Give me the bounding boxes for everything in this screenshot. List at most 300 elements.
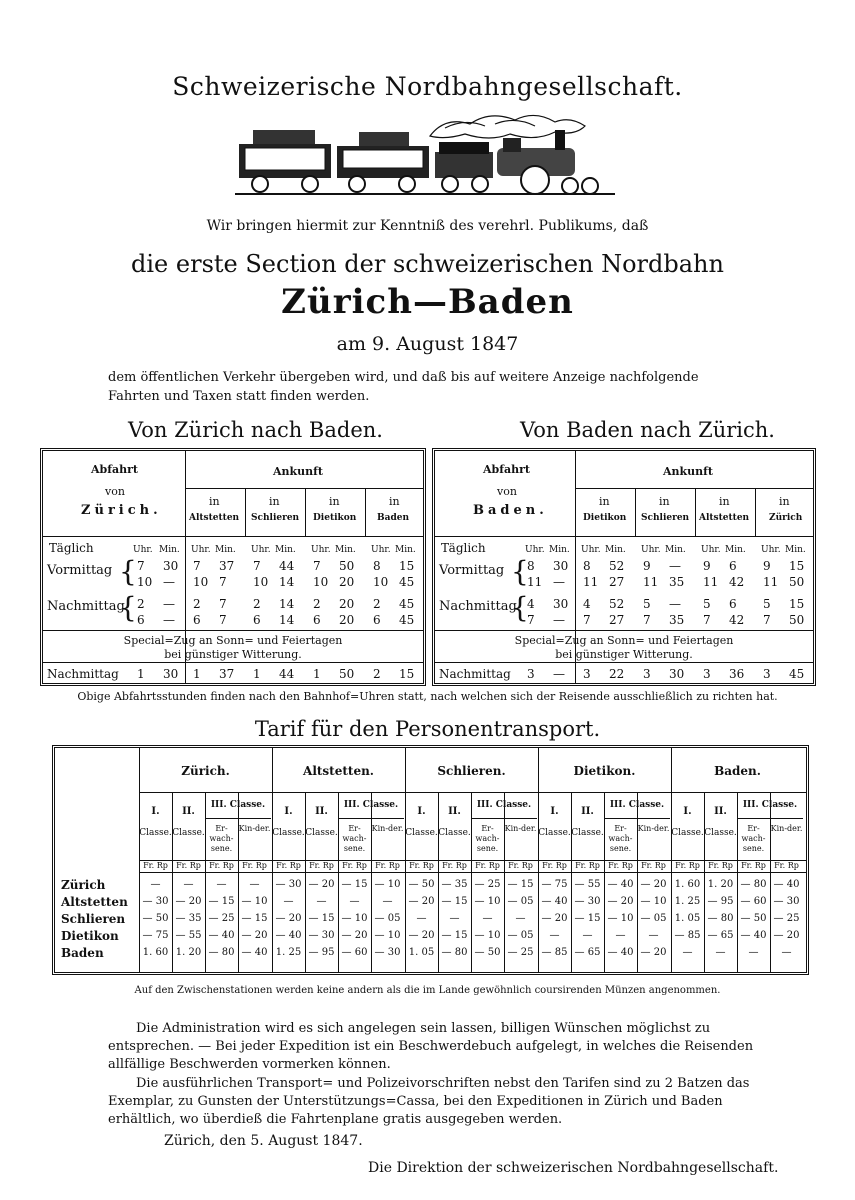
administration-paragraph: Die Administration wird es sich angelegen sein lassen, billigen Wünschen möglichst zu entsprechen. — Bei jeder Expedition ist ein Beschwerdebuch aufgelegt, in welches die Reisenden allfällige Beschwerden vormerken können. — [108, 1021, 754, 1072]
class-III-label: III. Classe. — [210, 800, 266, 810]
fare-cell: — 65 — [574, 947, 601, 958]
period-taeglich: Täglich — [49, 541, 94, 555]
currency-label: Fr. Rp — [242, 861, 267, 870]
rule — [139, 872, 806, 873]
min-label: Min. — [275, 545, 296, 555]
class-II-label: II. — [182, 806, 195, 817]
fare-cell: — — [515, 913, 526, 924]
fare-cell: — — [449, 913, 460, 924]
fare-cell: — 20 — [408, 930, 435, 941]
special-time-cell: 37 — [219, 667, 235, 681]
timetable-zurich-baden — [40, 448, 426, 686]
signature: Die Direktion der schweizerischen Nordbahngesellschaft. — [368, 1160, 779, 1176]
time-cell: 6 — [253, 613, 261, 627]
currency-label: Fr. Rp — [741, 861, 766, 870]
special-time-cell: 45 — [789, 667, 805, 681]
min-label: Min. — [159, 545, 180, 555]
time-cell: 27 — [609, 613, 625, 627]
special-time-cell: 50 — [339, 667, 355, 681]
currency-label: Fr. Rp — [442, 861, 467, 870]
fare-cell: — 30 — [574, 896, 601, 907]
time-cell: 2 — [137, 597, 145, 611]
fare-cell: — 55 — [574, 879, 601, 890]
tarif-station-header: Altstetten. — [303, 764, 374, 778]
fare-cell: — 80 — [441, 947, 468, 958]
classe-label: Classe. — [272, 828, 305, 838]
fare-cell: — — [216, 879, 227, 890]
time-cell: 35 — [669, 575, 685, 589]
fare-cell: — 20 — [640, 879, 667, 890]
time-cell: 11 — [703, 575, 719, 589]
erwachsene-label: Er-wach-sene. — [475, 824, 500, 853]
special-time-cell: 2 — [373, 667, 381, 681]
fare-cell: — — [615, 930, 626, 941]
time-cell: — — [669, 559, 681, 573]
fare-cell: — 10 — [374, 879, 401, 890]
uhr-label: Uhr. — [641, 545, 661, 555]
time-cell: 15 — [789, 597, 805, 611]
time-cell: 2 — [253, 597, 261, 611]
station-col-2: Schlieren — [251, 513, 300, 523]
fare-cell: — 50 — [474, 947, 501, 958]
class-I-label: I. — [284, 806, 293, 817]
station-col-3: Dietikon — [313, 513, 357, 523]
fare-cell: — — [482, 913, 493, 924]
tarif-row-label: Schlieren — [61, 912, 126, 926]
brace-icon: { — [119, 555, 137, 588]
time-cell: 7 — [313, 559, 321, 573]
uhr-label: Uhr. — [311, 545, 331, 555]
time-cell: 4 — [527, 597, 535, 611]
tarif-station-header: Schlieren. — [437, 764, 506, 778]
rule — [604, 818, 670, 819]
uhr-label: Uhr. — [761, 545, 781, 555]
rule — [205, 818, 271, 819]
currency-label: Fr. Rp — [209, 861, 234, 870]
fare-cell: — 05 — [374, 913, 401, 924]
fare-cell: — 15 — [241, 913, 268, 924]
class-I-label: I. — [151, 806, 160, 817]
origin-label: Zürich. — [81, 503, 162, 518]
special-time-cell: — — [553, 667, 565, 681]
fare-cell: 1. 05 — [408, 947, 435, 958]
time-cell: 42 — [729, 613, 745, 627]
timetable-title-1: Von Zürich nach Baden. — [128, 418, 383, 442]
classe-label: Classe. — [704, 828, 737, 838]
special-time-cell: 30 — [669, 667, 685, 681]
origin-label: Baden. — [473, 503, 548, 518]
in-label: in — [779, 495, 790, 508]
special-time-cell: 15 — [399, 667, 415, 681]
time-cell: 30 — [163, 559, 179, 573]
time-cell: — — [163, 575, 175, 589]
class-I-label: I. — [550, 806, 559, 817]
currency-label: Fr. Rp — [342, 861, 367, 870]
fare-cell: — — [715, 947, 726, 958]
currency-label: Fr. Rp — [508, 861, 533, 870]
fare-cell: — 40 — [208, 930, 235, 941]
classe-label: Classe. — [538, 828, 571, 838]
currency-label: Fr. Rp — [675, 861, 700, 870]
fare-cell: — — [316, 896, 327, 907]
regulations-paragraph: Die ausführlichen Transport= und Polizeivorschriften nebst den Tarifen sind zu 2 Batzen das Exemplar, zu Gunsten der Unterstützungs=Cassa, bei den Expeditionen in Zürich und Baden erhältlich, wo überdieß die Fahrtenplane gratis ausgegeben werden. — [108, 1076, 750, 1127]
time-cell: 44 — [279, 559, 295, 573]
tarif-row-label: Baden — [61, 946, 104, 960]
class-II-label: II. — [448, 806, 461, 817]
fare-cell: — — [150, 879, 161, 890]
in-label: in — [719, 495, 730, 508]
time-cell: 8 — [373, 559, 381, 573]
fare-cell: — 95 — [308, 947, 335, 958]
station-col-1: Dietikon — [583, 513, 627, 523]
fare-cell: — 80 — [707, 913, 734, 924]
fare-cell: — 80 — [740, 879, 767, 890]
in-label: in — [599, 495, 610, 508]
time-cell: 2 — [373, 597, 381, 611]
time-cell: 7 — [527, 613, 535, 627]
fare-cell: — 40 — [241, 947, 268, 958]
currency-label: Fr. Rp — [375, 861, 400, 870]
timetable-baden-zurich — [432, 448, 816, 686]
fare-cell: — 30 — [142, 896, 169, 907]
erwachsene-label: Er-wach-sene. — [608, 824, 633, 853]
station-col-4: Baden — [377, 513, 410, 523]
currency-label: Fr. Rp — [309, 861, 334, 870]
min-label: Min. — [549, 545, 570, 555]
time-cell: — — [163, 597, 175, 611]
min-label: Min. — [785, 545, 806, 555]
currency-label: Fr. Rp — [143, 861, 168, 870]
period-nachmittag: Nachmittag — [47, 599, 125, 614]
rule — [737, 818, 803, 819]
period-nachmittag: Nachmittag — [439, 599, 517, 614]
time-cell: 11 — [643, 575, 659, 589]
time-cell: 50 — [789, 613, 805, 627]
time-cell: 7 — [193, 559, 201, 573]
currency-label: Fr. Rp — [774, 861, 799, 870]
time-cell: 10 — [373, 575, 389, 589]
special-time-cell: 3 — [763, 667, 771, 681]
special-time-cell: 1 — [193, 667, 201, 681]
special-time-cell: 44 — [279, 667, 295, 681]
time-cell: 11 — [583, 575, 599, 589]
station-col-3: Altstetten — [699, 513, 750, 523]
intro-line: Wir bringen hiermit zur Kenntniß des verehrl. Publikums, daß — [206, 218, 649, 234]
time-cell: 6 — [373, 613, 381, 627]
classe-label: Classe. — [172, 828, 205, 838]
fare-cell: — 15 — [308, 913, 335, 924]
min-label: Min. — [605, 545, 626, 555]
fare-cell: — — [183, 879, 194, 890]
in-label: in — [329, 495, 340, 508]
time-cell: 6 — [729, 597, 737, 611]
time-cell: 52 — [609, 597, 625, 611]
fare-cell: — 35 — [441, 879, 468, 890]
brace-icon: { — [511, 591, 529, 624]
time-cell: 6 — [313, 613, 321, 627]
fare-cell: — — [582, 930, 593, 941]
time-cell: 20 — [339, 575, 355, 589]
time-cell: — — [669, 597, 681, 611]
fare-cell: — 05 — [640, 913, 667, 924]
time-cell: 10 — [253, 575, 269, 589]
special-time-cell: 3 — [643, 667, 651, 681]
time-cell: 20 — [339, 597, 355, 611]
fare-cell: — 20 — [541, 913, 568, 924]
time-cell: 10 — [137, 575, 153, 589]
uhr-label: Uhr. — [191, 545, 211, 555]
period-vormittag: Vormittag — [47, 563, 113, 578]
currency-label: Fr. Rp — [575, 861, 600, 870]
in-label: in — [209, 495, 220, 508]
currency-label: Fr. Rp — [276, 861, 301, 870]
fare-cell: — 20 — [640, 947, 667, 958]
fare-cell: — 85 — [674, 930, 701, 941]
currency-label: Fr. Rp — [641, 861, 666, 870]
fare-cell: — 15 — [441, 930, 468, 941]
fare-cell: — 15 — [441, 896, 468, 907]
fare-cell: — 20 — [607, 896, 634, 907]
time-cell: 30 — [553, 559, 569, 573]
special-time-cell: 22 — [609, 667, 625, 681]
von-label: von — [105, 485, 125, 498]
fare-cell: — 20 — [175, 896, 202, 907]
period-vormittag: Vormittag — [439, 563, 505, 578]
special-time-cell: 1 — [137, 667, 145, 681]
special-time-cell: 3 — [527, 667, 535, 681]
time-cell: 4 — [583, 597, 591, 611]
brace-icon: { — [119, 591, 137, 624]
tarif-station-header: Zürich. — [181, 764, 230, 778]
class-III-label: III. Classe. — [742, 800, 798, 810]
fare-cell: — 10 — [607, 913, 634, 924]
company-title: Schweizerische Nordbahngesellschaft. — [172, 72, 683, 101]
currency-label: Fr. Rp — [708, 861, 733, 870]
uhr-label: Uhr. — [701, 545, 721, 555]
time-cell: 50 — [789, 575, 805, 589]
fare-cell: — 95 — [707, 896, 734, 907]
special-time-cell: 36 — [729, 667, 745, 681]
time-cell: 9 — [643, 559, 651, 573]
fare-cell: — 20 — [341, 930, 368, 941]
fare-cell: — 30 — [275, 879, 302, 890]
fare-cell: 1. 05 — [674, 913, 701, 924]
min-label: Min. — [725, 545, 746, 555]
fare-cell: 1. 60 — [142, 947, 169, 958]
fare-cell: — 75 — [541, 879, 568, 890]
time-cell: 15 — [399, 559, 415, 573]
currency-label: Fr. Rp — [542, 861, 567, 870]
time-cell: 6 — [729, 559, 737, 573]
tarif-row-label: Altstetten — [61, 895, 128, 909]
time-cell: 7 — [219, 597, 227, 611]
erwachsene-label: Er-wach-sene. — [209, 824, 234, 853]
fare-cell: — 50 — [408, 879, 435, 890]
fare-cell: — 10 — [374, 930, 401, 941]
classe-label: Classe. — [438, 828, 471, 838]
min-label: Min. — [665, 545, 686, 555]
classe-label: Classe. — [571, 828, 604, 838]
tarif-row-label: Dietikon — [61, 929, 119, 943]
fare-cell: — 30 — [374, 947, 401, 958]
fare-cell: 1. 25 — [275, 947, 302, 958]
fare-cell: — — [349, 896, 360, 907]
fare-cell: — 20 — [275, 913, 302, 924]
fare-cell: — 20 — [773, 930, 800, 941]
kinder-label: Kin-der. — [770, 824, 803, 833]
fare-cell: 1. 25 — [674, 896, 701, 907]
place-date: Zürich, den 5. August 1847. — [164, 1133, 363, 1149]
fare-cell: — 50 — [740, 913, 767, 924]
time-cell: 6 — [193, 613, 201, 627]
min-label: Min. — [335, 545, 356, 555]
class-III-label: III. Classe. — [609, 800, 665, 810]
time-cell: 37 — [219, 559, 235, 573]
kinder-label: Kin-der. — [504, 824, 537, 833]
rule — [338, 818, 404, 819]
time-cell: 11 — [763, 575, 779, 589]
fare-cell: — 75 — [142, 930, 169, 941]
intro-paragraph: dem öffentlichen Verkehr übergeben wird, und daß bis auf weitere Anzeige nachfolgende Fahrten und Taxen statt finden werden. — [108, 370, 699, 404]
fare-cell: — 40 — [773, 879, 800, 890]
class-II-label: II. — [315, 806, 328, 817]
time-cell: 7 — [219, 575, 227, 589]
time-cell: — — [553, 613, 565, 627]
special-time-cell: 3 — [703, 667, 711, 681]
rule — [471, 818, 537, 819]
kinder-label: Kin-der. — [371, 824, 404, 833]
fare-cell: — 15 — [507, 879, 534, 890]
time-cell: 20 — [339, 613, 355, 627]
time-cell: 14 — [279, 575, 295, 589]
fare-cell: — 55 — [175, 930, 202, 941]
timetable-title-2: Von Baden nach Zürich. — [520, 418, 775, 442]
time-cell: 10 — [193, 575, 209, 589]
min-label: Min. — [215, 545, 236, 555]
time-cell: 52 — [609, 559, 625, 573]
fare-cell: — 50 — [142, 913, 169, 924]
time-cell: 50 — [339, 559, 355, 573]
period-taeglich: Täglich — [441, 541, 486, 555]
classe-label: Classe. — [305, 828, 338, 838]
special-label: Nachmittag — [439, 667, 511, 681]
fare-cell: — 65 — [707, 930, 734, 941]
rule — [139, 792, 806, 793]
class-I-label: I. — [683, 806, 692, 817]
tarif-station-header: Dietikon. — [573, 764, 636, 778]
time-cell: 14 — [279, 597, 295, 611]
time-cell: 7 — [703, 613, 711, 627]
fare-cell: — 10 — [474, 930, 501, 941]
fare-cell: — 20 — [408, 896, 435, 907]
coin-footnote: Auf den Zwischenstationen werden keine andern als die im Lande gewöhnlich coursirenden Münzen angenommen. — [134, 985, 721, 996]
fare-cell: — 85 — [541, 947, 568, 958]
time-cell: — — [553, 575, 565, 589]
kinder-label: Kin-der. — [637, 824, 670, 833]
in-label: in — [269, 495, 280, 508]
fare-cell: — — [283, 896, 294, 907]
time-cell: 8 — [583, 559, 591, 573]
uhr-label: Uhr. — [525, 545, 545, 555]
tarif-station-header: Baden. — [714, 764, 761, 778]
special-label: Nachmittag — [47, 667, 119, 681]
opening-date: am 9. August 1847 — [336, 333, 519, 355]
station-col-1: Altstetten — [189, 513, 240, 523]
time-cell: 45 — [399, 613, 415, 627]
fare-cell: 1. 60 — [674, 879, 701, 890]
route-title: Zürich—Baden — [281, 282, 574, 322]
fare-cell: — 10 — [474, 896, 501, 907]
time-cell: 7 — [253, 559, 261, 573]
station-col-4: Zürich — [769, 513, 803, 523]
min-label: Min. — [395, 545, 416, 555]
fare-cell: — — [648, 930, 659, 941]
time-cell: 5 — [643, 597, 651, 611]
fare-cell: — 25 — [474, 879, 501, 890]
von-label: von — [497, 485, 517, 498]
abfahrt-label: Abfahrt — [483, 463, 530, 476]
tarif-table — [52, 745, 809, 975]
special-line-2: bei günstiger Witterung. — [555, 648, 693, 661]
special-line-1: Special=Zug an Sonn= und Feiertagen — [123, 634, 343, 647]
fare-cell: — 40 — [607, 947, 634, 958]
fare-cell: — 05 — [507, 896, 534, 907]
time-cell: — — [163, 613, 175, 627]
in-label: in — [389, 495, 400, 508]
fare-cell: — 80 — [208, 947, 235, 958]
fare-cell: — 40 — [740, 930, 767, 941]
classe-label: Classe. — [405, 828, 438, 838]
fare-cell: — 60 — [740, 896, 767, 907]
fare-cell: — 15 — [341, 879, 368, 890]
currency-label: Fr. Rp — [409, 861, 434, 870]
time-cell: 5 — [703, 597, 711, 611]
fare-cell: 1. 20 — [175, 947, 202, 958]
class-III-label: III. Classe. — [343, 800, 399, 810]
uhr-label: Uhr. — [133, 545, 153, 555]
time-cell: 30 — [553, 597, 569, 611]
time-cell: 8 — [527, 559, 535, 573]
fare-cell: — — [416, 913, 427, 924]
abfahrt-label: Abfahrt — [91, 463, 138, 476]
fare-cell: — — [549, 930, 560, 941]
time-cell: 35 — [669, 613, 685, 627]
fare-cell: — 10 — [241, 896, 268, 907]
special-line-2: bei günstiger Witterung. — [164, 648, 302, 661]
time-cell: 10 — [313, 575, 329, 589]
fare-cell: — 35 — [175, 913, 202, 924]
special-time-cell: 1 — [313, 667, 321, 681]
currency-label: Fr. Rp — [176, 861, 201, 870]
ankunft-label: Ankunft — [273, 465, 323, 478]
uhr-label: Uhr. — [371, 545, 391, 555]
time-cell: 42 — [729, 575, 745, 589]
fare-cell: — — [382, 896, 393, 907]
time-cell: 45 — [399, 575, 415, 589]
erwachsene-label: Er-wach-sene. — [741, 824, 766, 853]
station-col-2: Schlieren — [641, 513, 690, 523]
fare-cell: — 30 — [773, 896, 800, 907]
special-line-1: Special=Zug an Sonn= und Feiertagen — [514, 634, 734, 647]
fare-cell: — 25 — [773, 913, 800, 924]
fare-cell: — 15 — [574, 913, 601, 924]
fare-cell: 1. 20 — [707, 879, 734, 890]
tarif-row-label: Zürich — [61, 878, 106, 892]
fare-cell: — 20 — [308, 879, 335, 890]
special-time-cell: 3 — [583, 667, 591, 681]
class-II-label: II. — [581, 806, 594, 817]
tarif-title: Tarif für den Personentransport. — [254, 717, 601, 741]
